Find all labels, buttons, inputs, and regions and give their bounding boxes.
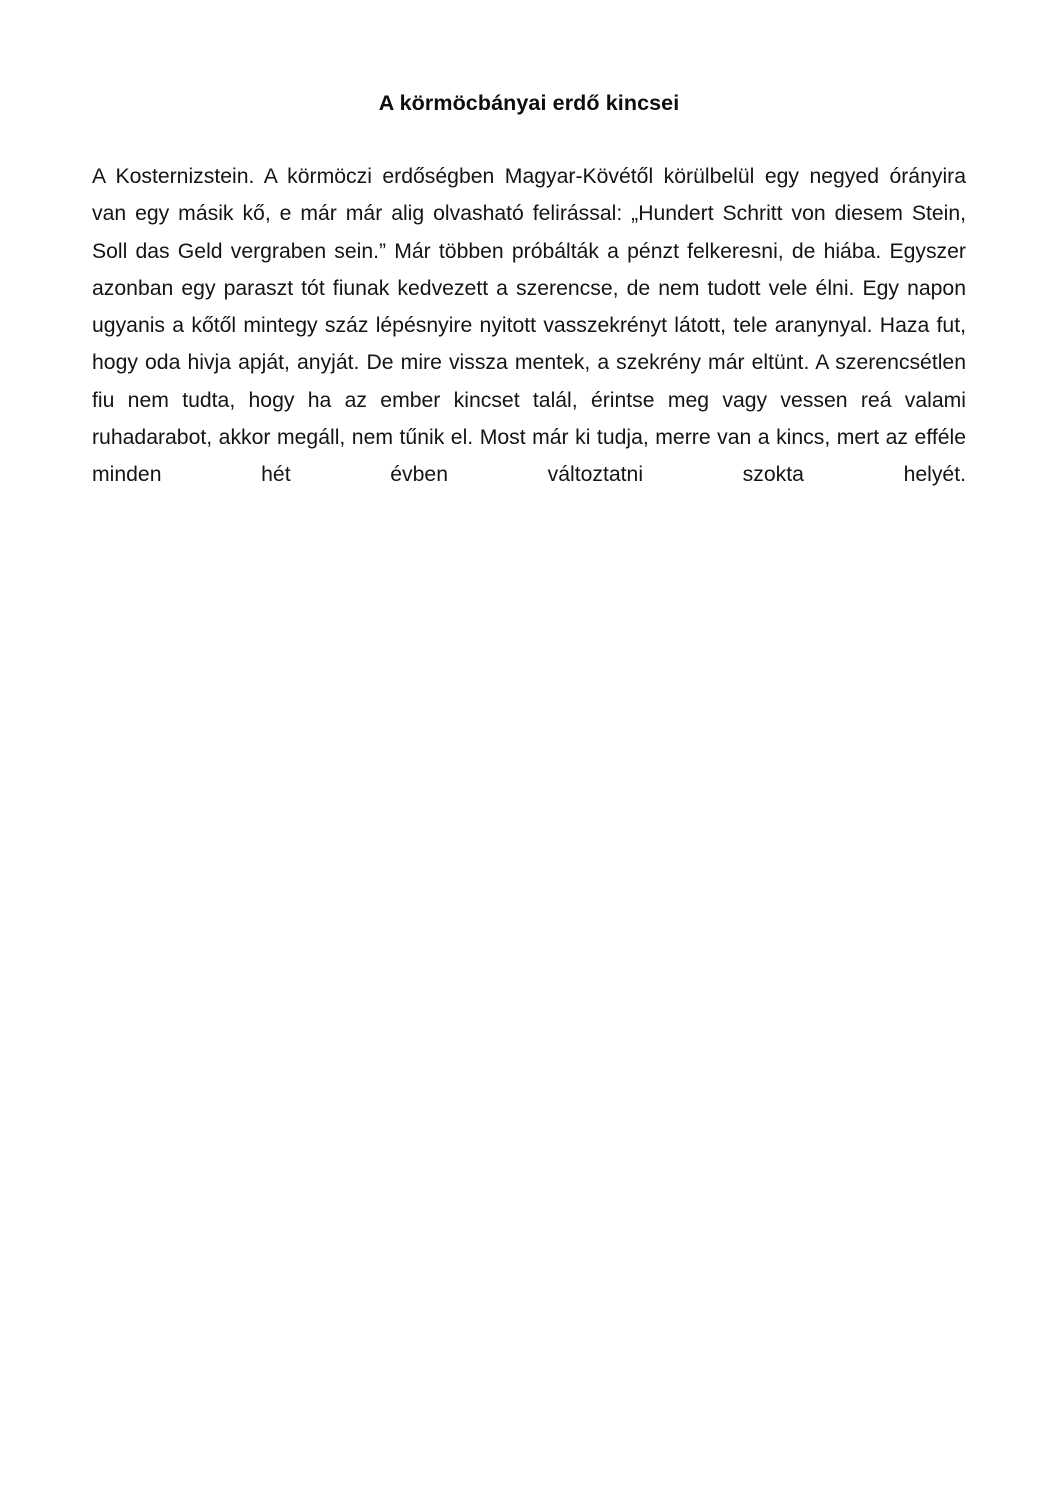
blank-page-remainder xyxy=(0,620,1057,1500)
document-text-column xyxy=(92,0,966,531)
page-title: A körmöcbányai erdő kincsei xyxy=(378,91,680,115)
body-paragraph: A Kosternizstein. A körmöczi erdőségben Magyar-Kövétől körülbelül egy negyed órányira van egy másik kő, e már már alig olvasható felirással: „Hundert Schritt von diesem Stein, Soll das Geld vergraben sein.” Már többen próbálták a pénzt felkeresni, de hiába. Egyszer azonban egy paraszt tót fiunak kedvezett a szerencse, de nem tudott vele élni. Egy napon ugyanis a kőtől mintegy száz lépésnyire nyitott vasszekrényt látott, tele aranynyal. Haza fut, hogy oda hivja apját, anyját. De mire vissza mentek, a szekrény már eltünt. A szerencsétlen fiu nem tudta, hogy ha az ember kincset talál, érintse meg vagy vessen reá valami ruhadarabot, akkor megáll, nem tűnik el. Most már ki tudja, merre van a kincs, mert az efféle minden hét évben változtatni szokta helyét. xyxy=(92,165,966,487)
